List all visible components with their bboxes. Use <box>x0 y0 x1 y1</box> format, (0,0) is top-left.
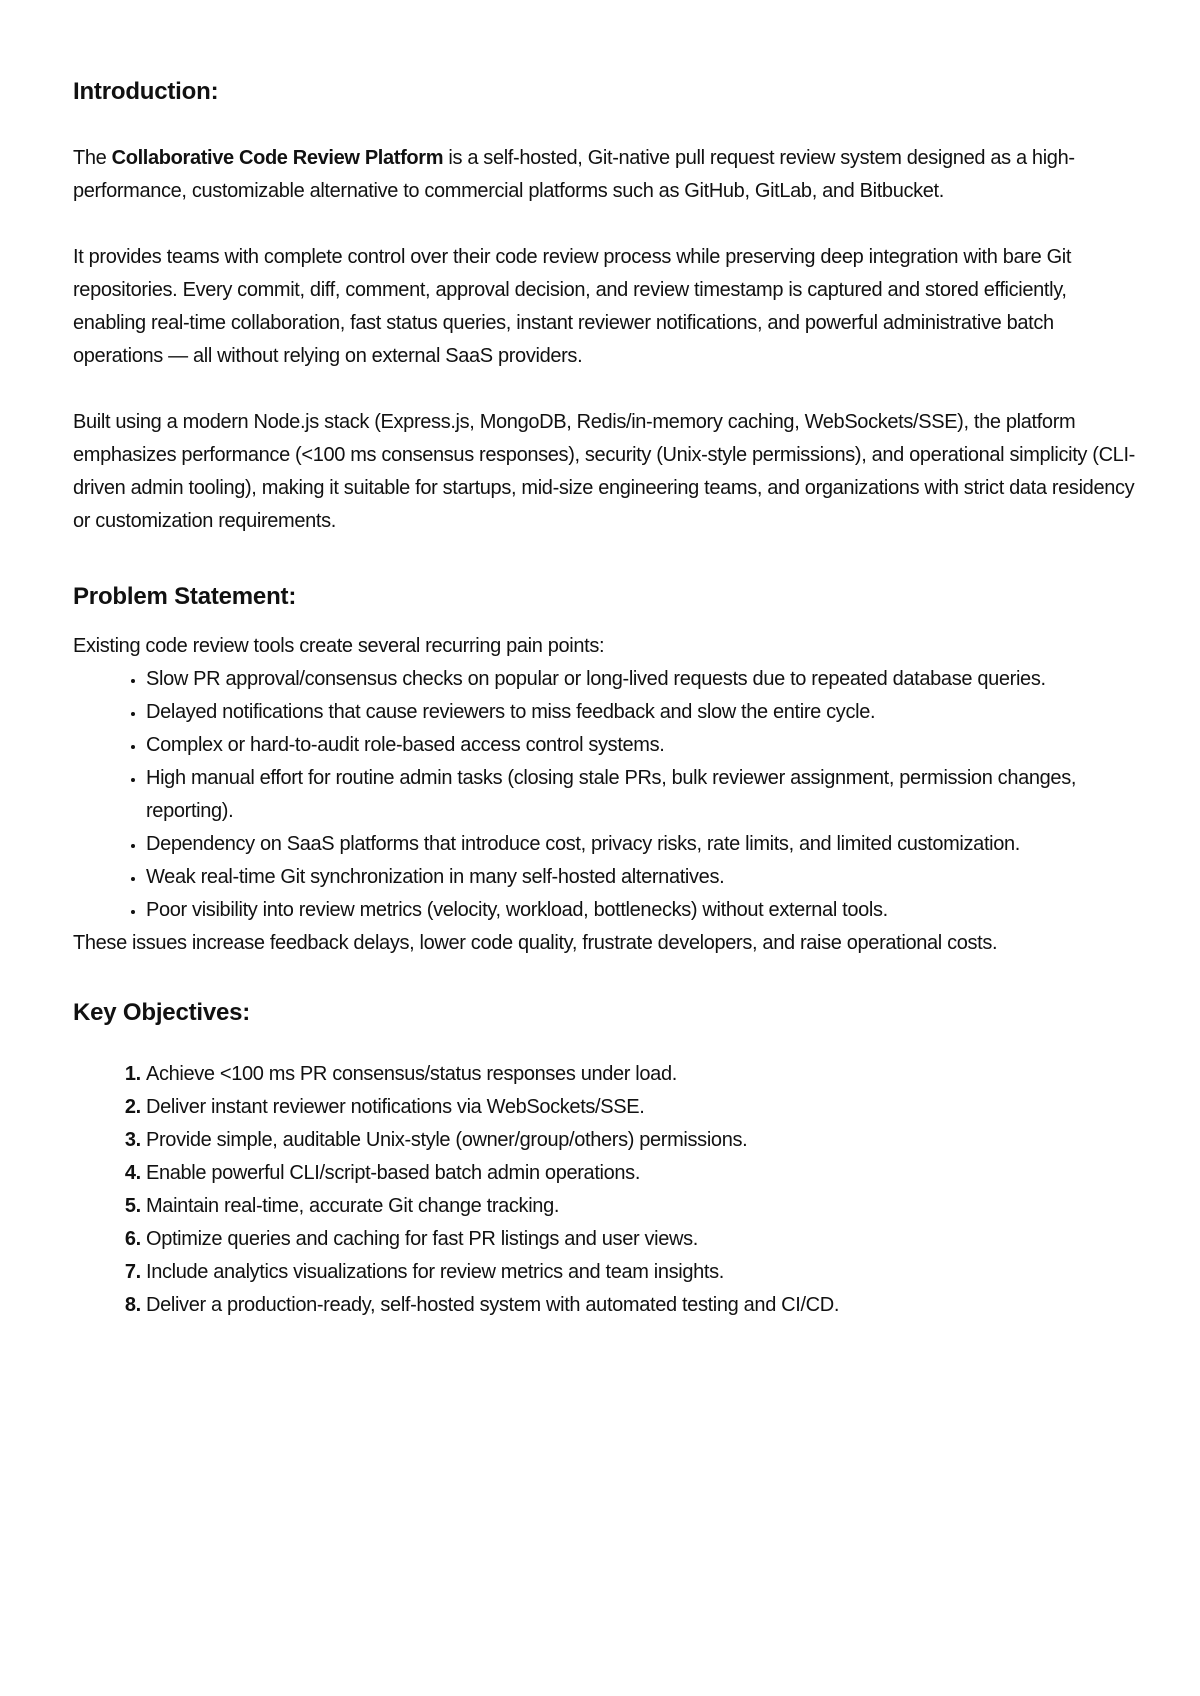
list-item: 6. Optimize queries and caching for fast PR listings and user views. <box>146 1223 1140 1256</box>
introduction-paragraph-2: It provides teams with complete control over their code review process while preserving deep integration with bare Git repositories. Every commit, diff, comment, approval decision, and review timestamp is captured and stored efficiently, enabling real-time collaboration, fast status queries, instant reviewer notifications, and powerful administrative batch operations — all without relying on external SaaS providers. <box>73 246 1072 367</box>
list-item: • High manual effort for routine admin tasks (closing stale PRs, bulk reviewer assignment, permission changes, reporting). <box>146 762 1140 828</box>
introduction-heading: Introduction: <box>73 78 219 105</box>
list-item: 7. Include analytics visualizations for review metrics and team insights. <box>146 1256 1140 1289</box>
list-item: • Slow PR approval/consensus checks on popular or long-lived requests due to repeated database queries. <box>146 663 1140 696</box>
list-item: 8. Deliver a production-ready, self-hosted system with automated testing and CI/CD. <box>146 1289 1140 1322</box>
problem-heading: Problem Statement: <box>73 583 297 610</box>
introduction-paragraph-3: Built using a modern Node.js stack (Express.js, MongoDB, Redis/in-memory caching, WebSockets/SSE), the platform emphasizes performance (<100 ms consensus responses), security (Unix-style permissions), and operational simplicity (CLI-driven admin tooling), making it suitable for startups, mid-size engineering teams, and organizations with strict data residency or customization requirements. <box>73 411 1135 532</box>
list-item: • Weak real-time Git synchronization in many self-hosted alternatives. <box>146 861 1140 894</box>
list-item: 5. Maintain real-time, accurate Git change tracking. <box>146 1190 1140 1223</box>
list-item: • Poor visibility into review metrics (velocity, workload, bottlenecks) without external tools. <box>146 894 1140 927</box>
list-item: • Complex or hard-to-audit role-based access control systems. <box>146 729 1140 762</box>
platform-name: Collaborative Code Review Platform <box>111 147 444 169</box>
list-item: 1. Achieve <100 ms PR consensus/status responses under load. <box>146 1058 1140 1091</box>
objectives-list <box>73 1058 1140 1322</box>
problem-lead: Existing code review tools create several recurring pain points: <box>73 635 605 657</box>
objectives-heading: Key Objectives: <box>73 999 251 1026</box>
introduction-paragraph-1 <box>73 142 1140 208</box>
list-item: 3. Provide simple, auditable Unix-style (owner/group/others) permissions. <box>146 1124 1140 1157</box>
list-item: 4. Enable powerful CLI/script-based batch admin operations. <box>146 1157 1140 1190</box>
list-item: • Dependency on SaaS platforms that introduce cost, privacy risks, rate limits, and limited customization. <box>146 828 1140 861</box>
introduction-p1-prefix: The <box>73 147 112 169</box>
introduction-p1-rest: is a self-hosted, Git-native pull request review system designed as a high-performance, customizable alternative to commercial platforms such as GitHub, GitLab, and Bitbucket. <box>73 147 1075 202</box>
list-item: 2. Deliver instant reviewer notifications via WebSockets/SSE. <box>146 1091 1140 1124</box>
problem-closing: These issues increase feedback delays, lower code quality, frustrate developers, and raise operational costs. <box>73 932 998 954</box>
list-item: • Delayed notifications that cause reviewers to miss feedback and slow the entire cycle. <box>146 696 1140 729</box>
problem-list <box>73 663 1140 927</box>
